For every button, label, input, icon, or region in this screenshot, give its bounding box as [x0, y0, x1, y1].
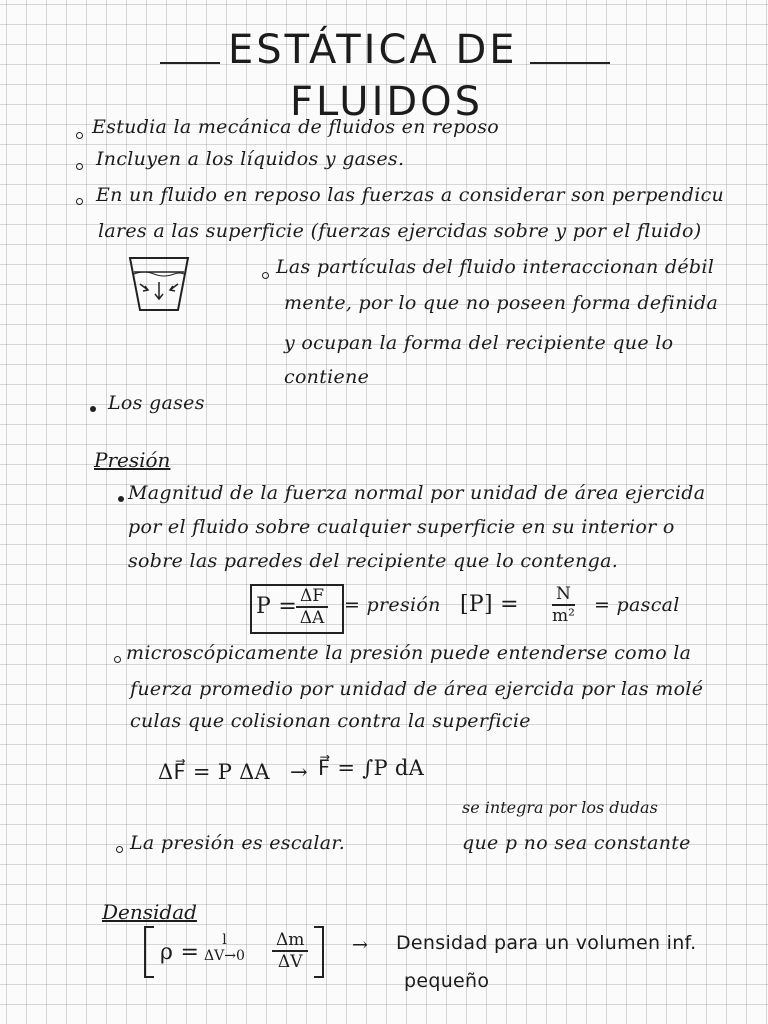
pressure-units-lhs: [P] =: [460, 592, 519, 617]
pressure-formula-label: = presión: [344, 594, 441, 616]
bullet-text-2: Incluyen a los líquidos y gases.: [96, 148, 405, 170]
pressure-formula-lhs: P =: [256, 594, 298, 619]
bullet-marker: [118, 496, 124, 502]
bullet-text-3-line2: lares a las superficie (fuerzas ejercidas sobre y por el fluido): [98, 220, 702, 242]
force-integral-eq: F⃗ = ∫P dA: [318, 756, 425, 780]
bullet-marker: [90, 406, 96, 412]
micro-text-line3: culas que colisionan contra la superficie: [130, 710, 531, 732]
liquid-text-line1: Las partículas del fluido interaccionan débil: [276, 256, 715, 278]
density-desc-line1: Densidad para un volumen inf.: [396, 932, 697, 954]
liquid-text-line2: mente, por lo que no poseen forma definida: [284, 292, 719, 314]
bullet-text-1: Estudia la mecánica de fluidos en reposo: [92, 116, 499, 138]
title-underline-right: [530, 62, 610, 64]
density-rho: ρ =: [160, 940, 200, 965]
bullet-marker: [114, 656, 121, 663]
bullet-marker: [76, 198, 83, 205]
density-fraction: [272, 930, 308, 972]
density-limit: [204, 932, 245, 964]
density-arrow: →: [352, 934, 369, 956]
pressure-formula-denominator: ΔA: [299, 608, 325, 628]
bullet-marker: [76, 163, 83, 170]
presion-def-line2: por el fluido sobre cualquier superficie en su interior o: [128, 516, 675, 538]
section-heading-densidad: Densidad: [102, 900, 197, 924]
page-title-line2: FLUIDOS: [290, 79, 484, 125]
pressure-units-rhs: = pascal: [594, 594, 680, 616]
title-underline-left: [160, 62, 220, 64]
force-differential-eq: ΔF⃗ = P ΔA: [158, 760, 271, 784]
implies-arrow: →: [290, 760, 308, 784]
pressure-units-fraction: [552, 584, 575, 626]
bullet-marker: [76, 132, 83, 139]
integral-note-line2: que p no sea constante: [462, 832, 691, 854]
bullet-marker: [116, 846, 123, 853]
liquid-text-line4: contiene: [284, 366, 370, 388]
pressure-formula-numerator: ΔF: [296, 586, 328, 608]
presion-def-line1: Magnitud de la fuerza normal por unidad de área ejercida: [128, 482, 706, 504]
density-numerator: Δm: [272, 930, 308, 952]
pressure-units-denominator: m²: [552, 606, 575, 626]
section-heading-presion: Presión: [94, 448, 171, 472]
bullet-text-3-line1: En un fluido en reposo las fuerzas a considerar son perpendicu: [96, 184, 725, 206]
scalar-text: La presión es escalar.: [130, 832, 346, 854]
density-denominator: ΔV: [277, 952, 303, 972]
micro-text-line1: microscópicamente la presión puede entenderse como la: [126, 642, 692, 664]
pressure-formula-fraction: [296, 586, 328, 628]
density-limit-top: l: [222, 932, 227, 948]
density-desc-line2: pequeño: [404, 970, 490, 992]
gases-text: Los gases: [108, 392, 205, 414]
liquid-text-line3: y ocupan la forma del recipiente que lo: [284, 332, 674, 354]
bullet-marker: [262, 272, 269, 279]
density-bracket-left: [144, 926, 154, 978]
density-limit-bottom: ΔV→0: [204, 948, 245, 964]
density-bracket-right: [314, 926, 324, 978]
presion-def-line3: sobre las paredes del recipiente que lo contenga.: [128, 550, 619, 572]
pressure-units-numerator: N: [552, 584, 575, 606]
container-sketch-icon: [126, 252, 192, 314]
page-title-line1: ESTÁTICA DE: [228, 27, 518, 73]
micro-text-line2: fuerza promedio por unidad de área ejercida por las molé: [130, 678, 704, 700]
integral-note-line1: se integra por los dudas: [462, 798, 658, 817]
